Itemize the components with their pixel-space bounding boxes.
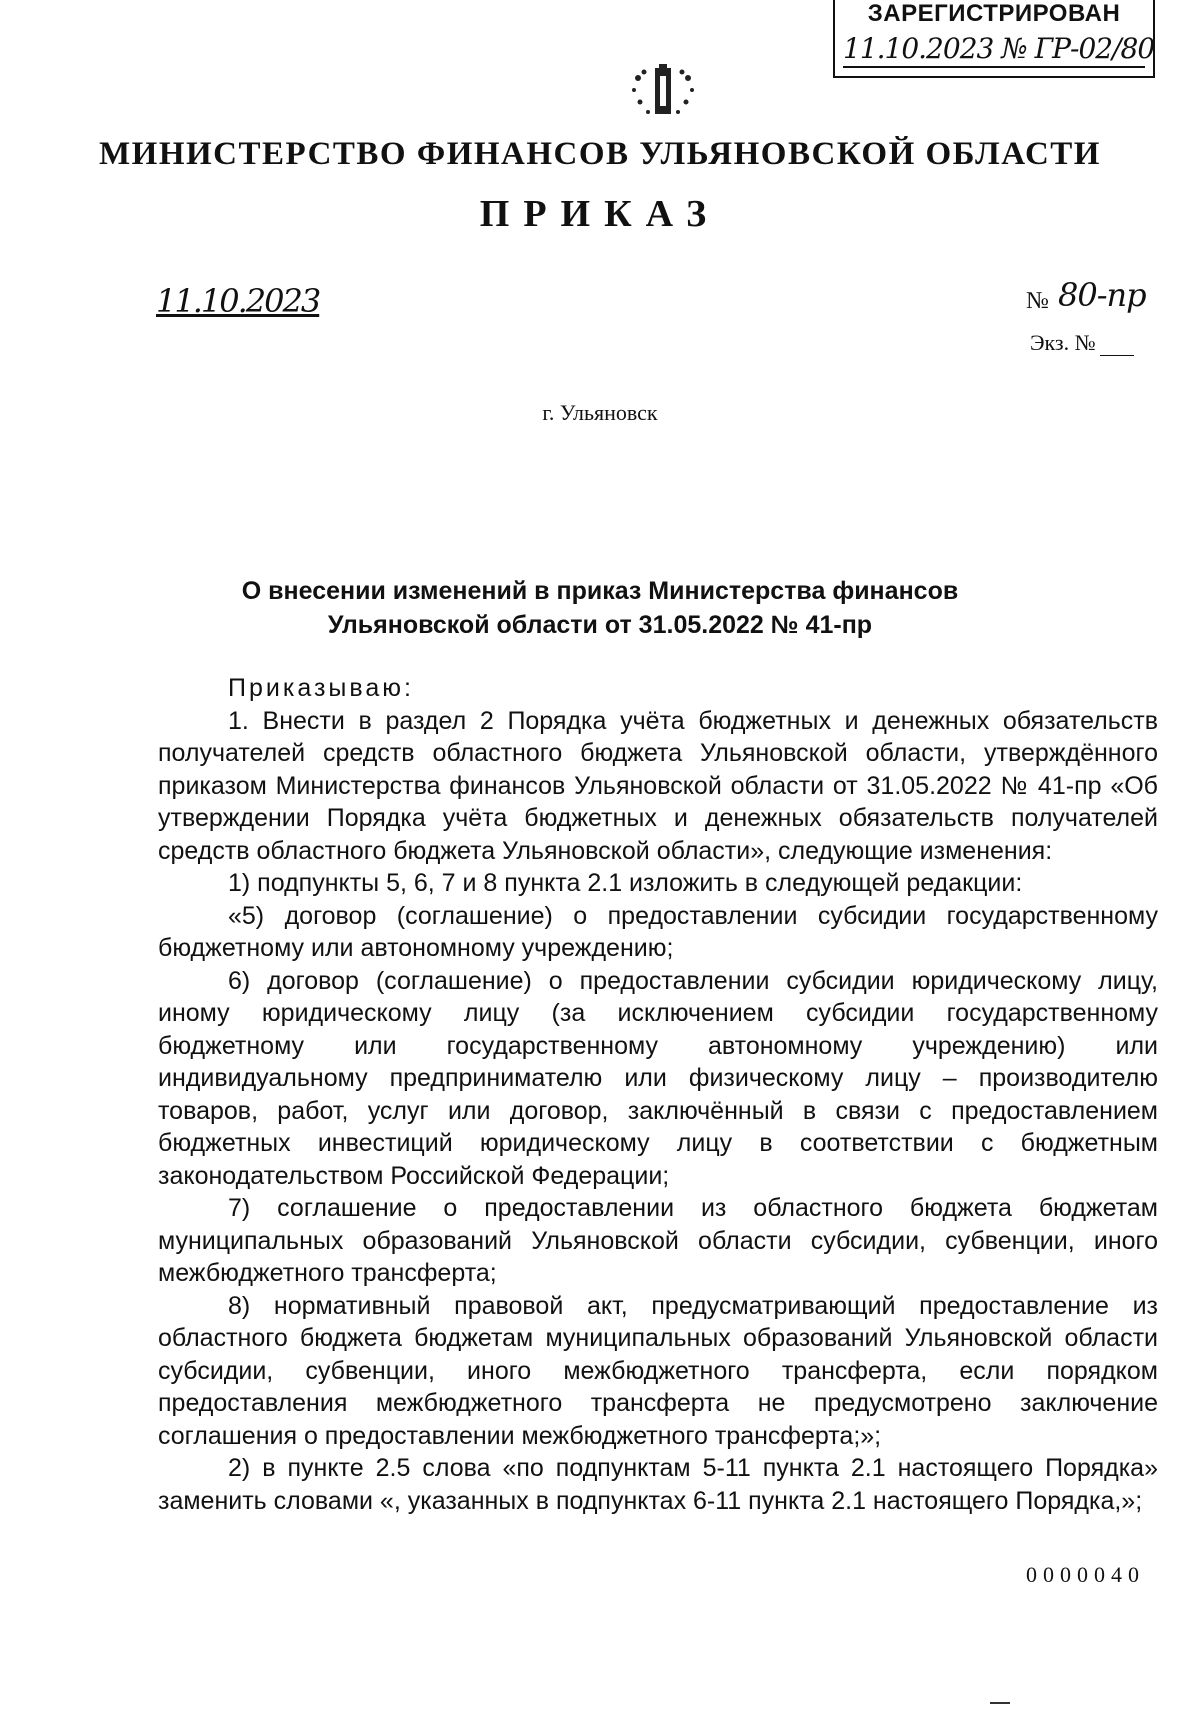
city: г. Ульяновск <box>542 400 658 425</box>
scan-edge-mark <box>990 1702 1010 1704</box>
title-line-1: О внесении изменений в приказ Министерства финансов <box>241 577 959 605</box>
copy-number-blank <box>1100 337 1134 356</box>
body-paragraph: «5) договор (соглашение) о предоставлении субсидии государственному бюджетному или автономному учреждению; <box>158 901 1158 962</box>
document-title <box>0 574 1200 642</box>
page-code: 0000040 <box>1026 1562 1145 1587</box>
title-line-2: Ульяновской области от 31.05.2022 № 41-пр <box>327 611 873 639</box>
document-type: ПРИКАЗ <box>479 193 721 235</box>
handwritten-date: 11.10.2023 <box>156 282 320 320</box>
handwritten-order-number: 80-пр <box>1058 276 1146 314</box>
number-label: № <box>1026 288 1049 314</box>
coat-of-arms-emblem <box>626 62 700 122</box>
copy-label: Экз. № <box>1030 330 1096 355</box>
registration-stamp <box>833 0 1155 78</box>
ministry-name: МИНИСТЕРСТВО ФИНАНСОВ УЛЬЯНОВСКОЙ ОБЛАСТИ <box>99 136 1101 172</box>
body-paragraph: 1. Внести в раздел 2 Порядка учёта бюджетных и денежных обязательств получателей средств областного бюджета Ульяновской области, утверждённого приказом Министерства финансов Ульяновской области от 31.05.2022 № 41-пр «Об утверждении Порядка учёта бюджетных и денежных обязательств получателей средств областного бюджета Ульяновской области», следующие изменения: <box>158 706 1158 865</box>
body-paragraph: 7) соглашение о предоставлении из областного бюджета бюджетам муниципальных образований Ульяновской области субсидии, субвенции, иного межбюджетного трансферта; <box>158 1194 1158 1287</box>
document-body <box>158 672 1158 1517</box>
stamp-title: ЗАРЕГИСТРИРОВАН <box>867 0 1121 27</box>
stamp-handwritten-registration: 11.10.2023 № ГР-02/80 <box>843 32 1145 68</box>
body-paragraph: 8) нормативный правовой акт, предусматривающий предоставление из областного бюджета бюджетам муниципальных образований Ульяновской области субсидии, субвенции, иного межбюджетного трансферта, если порядком предоставления межбюджетного трансферта не предусмотрено заключение соглашения о предоставлении межбюджетного трансферта;»; <box>158 1291 1158 1450</box>
body-paragraph: Приказываю: <box>228 674 414 702</box>
body-paragraph: 6) договор (соглашение) о предоставлении субсидии юридическому лицу, иному юридическому лицу (за исключением субсидии государственному бюджетному или государственному автономному учреждению) или индивидуальному предпринимателю или физическому лицу – производителю товаров, работ, услуг или договор, заключённый в связи с предоставлением бюджетных инвестиций юридическому лицу в соответствии с бюджетным законодательством Российской Федерации; <box>158 966 1158 1190</box>
body-paragraph: 2) в пункте 2.5 слова «по подпунктам 5-11 пункта 2.1 настоящего Порядка» заменить словами «, указанных в подпунктах 6-11 пункта 2.1 настоящего Порядка,»; <box>158 1454 1158 1515</box>
body-paragraph: 1) подпункты 5, 6, 7 и 8 пункта 2.1 изложить в следующей редакции: <box>228 869 1023 897</box>
copy-number-line <box>1030 330 1134 356</box>
